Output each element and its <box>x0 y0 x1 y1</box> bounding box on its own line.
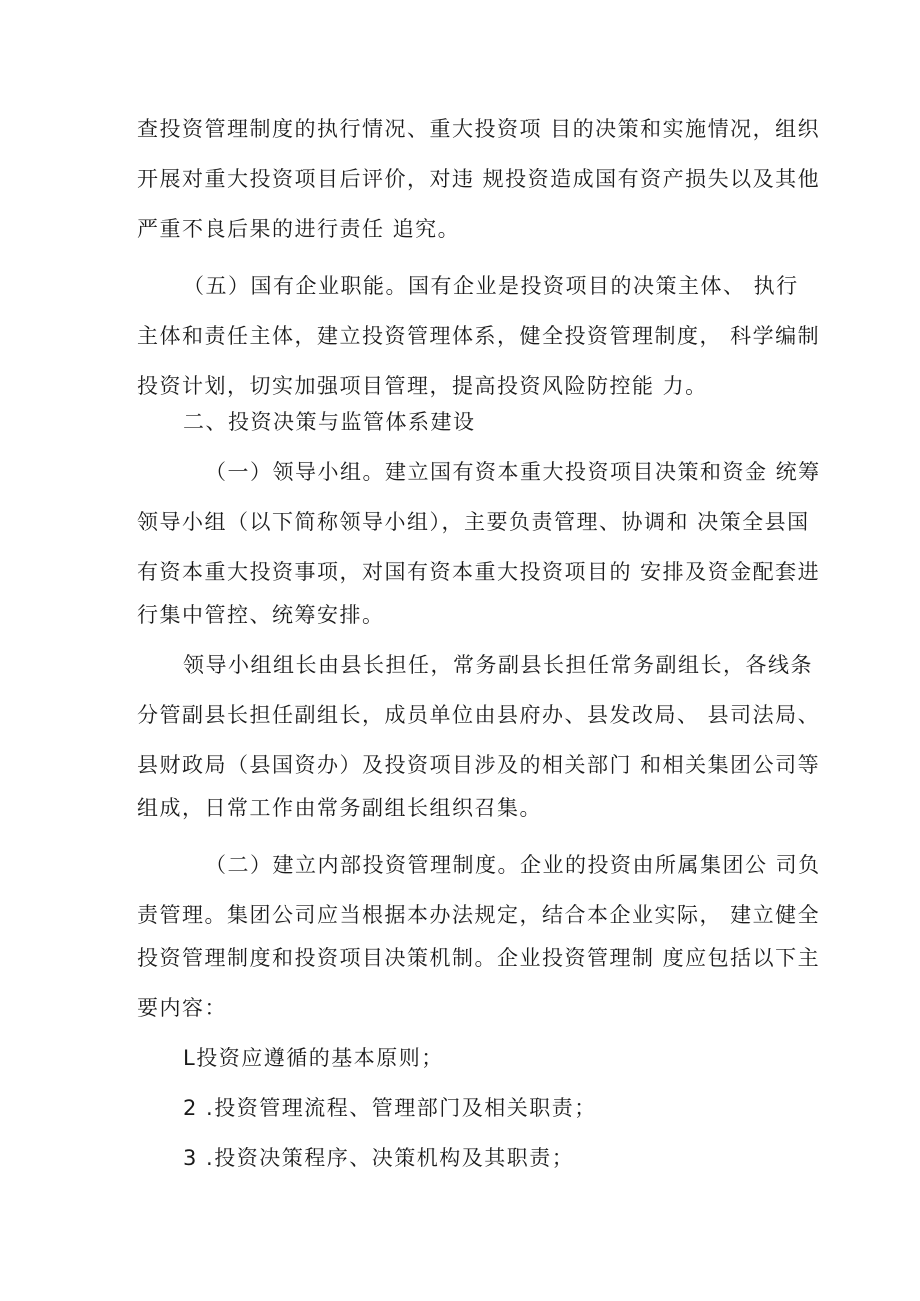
paragraph-0-line-0: 查投资管理制度的执行情况、重大投资项 目的决策和实施情况，组织 <box>137 117 821 141</box>
list-item-3: 3 .投资决策程序、决策机构及其职责； <box>183 1146 575 1170</box>
paragraph-5-line-3: 要内容： <box>137 996 227 1020</box>
paragraph-1-line-2: 投资计划，切实加强项目管理，提高投资风险防控能 力。 <box>137 374 708 398</box>
paragraph-4-line-3: 组成，日常工作由常务副组长组织召集。 <box>137 796 542 820</box>
paragraph-4-line-1: 分管副县长担任副组长，成员单位由县府办、县发改局、 县司法局、 <box>137 703 821 727</box>
paragraph-5-line-2: 投资管理制度和投资项目决策机制。企业投资管理制 度应包括以下主 <box>137 946 821 970</box>
paragraph-1-line-1: 主体和责任主体，建立投资管理体系，健全投资管理制度， 科学编制 <box>137 324 821 348</box>
paragraph-3-line-3: 行集中管控、统筹安排。 <box>137 603 385 627</box>
section-heading: 二、投资决策与监管体系建设 <box>183 410 476 434</box>
paragraph-1-line-0: （五）国有企业职能。国有企业是投资项目的决策主体、 执行 <box>183 274 799 298</box>
paragraph-3-line-0: （一）领导小组。建立国有资本重大投资项目决策和资金 统筹 <box>205 460 821 484</box>
list-item-1: L投资应遵循的基本原则； <box>183 1046 444 1070</box>
paragraph-5-line-1: 责管理。集团公司应当根据本办法规定，结合本企业实际， 建立健全 <box>137 903 821 927</box>
list-item-2: 2 .投资管理流程、管理部门及相关职责； <box>183 1096 597 1120</box>
paragraph-3-line-1: 领导小组（以下简称领导小组），主要负责管理、协调和 决策全县国 <box>137 510 810 534</box>
paragraph-5-line-0: （二）建立内部投资管理制度。企业的投资由所属集团公 司负 <box>205 853 821 877</box>
paragraph-4-line-0: 领导小组组长由县长担任，常务副县长担任常务副组长，各线条 <box>183 653 813 677</box>
paragraph-0-line-1: 开展对重大投资项目后评价，对违 规投资造成国有资产损失以及其他 <box>137 167 821 191</box>
paragraph-0-line-2: 严重不良后果的进行责任 追究。 <box>137 217 461 241</box>
paragraph-3-line-2: 有资本重大投资事项，对国有资本重大投资项目的 安排及资金配套进 <box>137 560 821 584</box>
paragraph-4-line-2: 县财政局（县国资办）及投资项目涉及的相关部门 和相关集团公司等 <box>137 753 821 777</box>
